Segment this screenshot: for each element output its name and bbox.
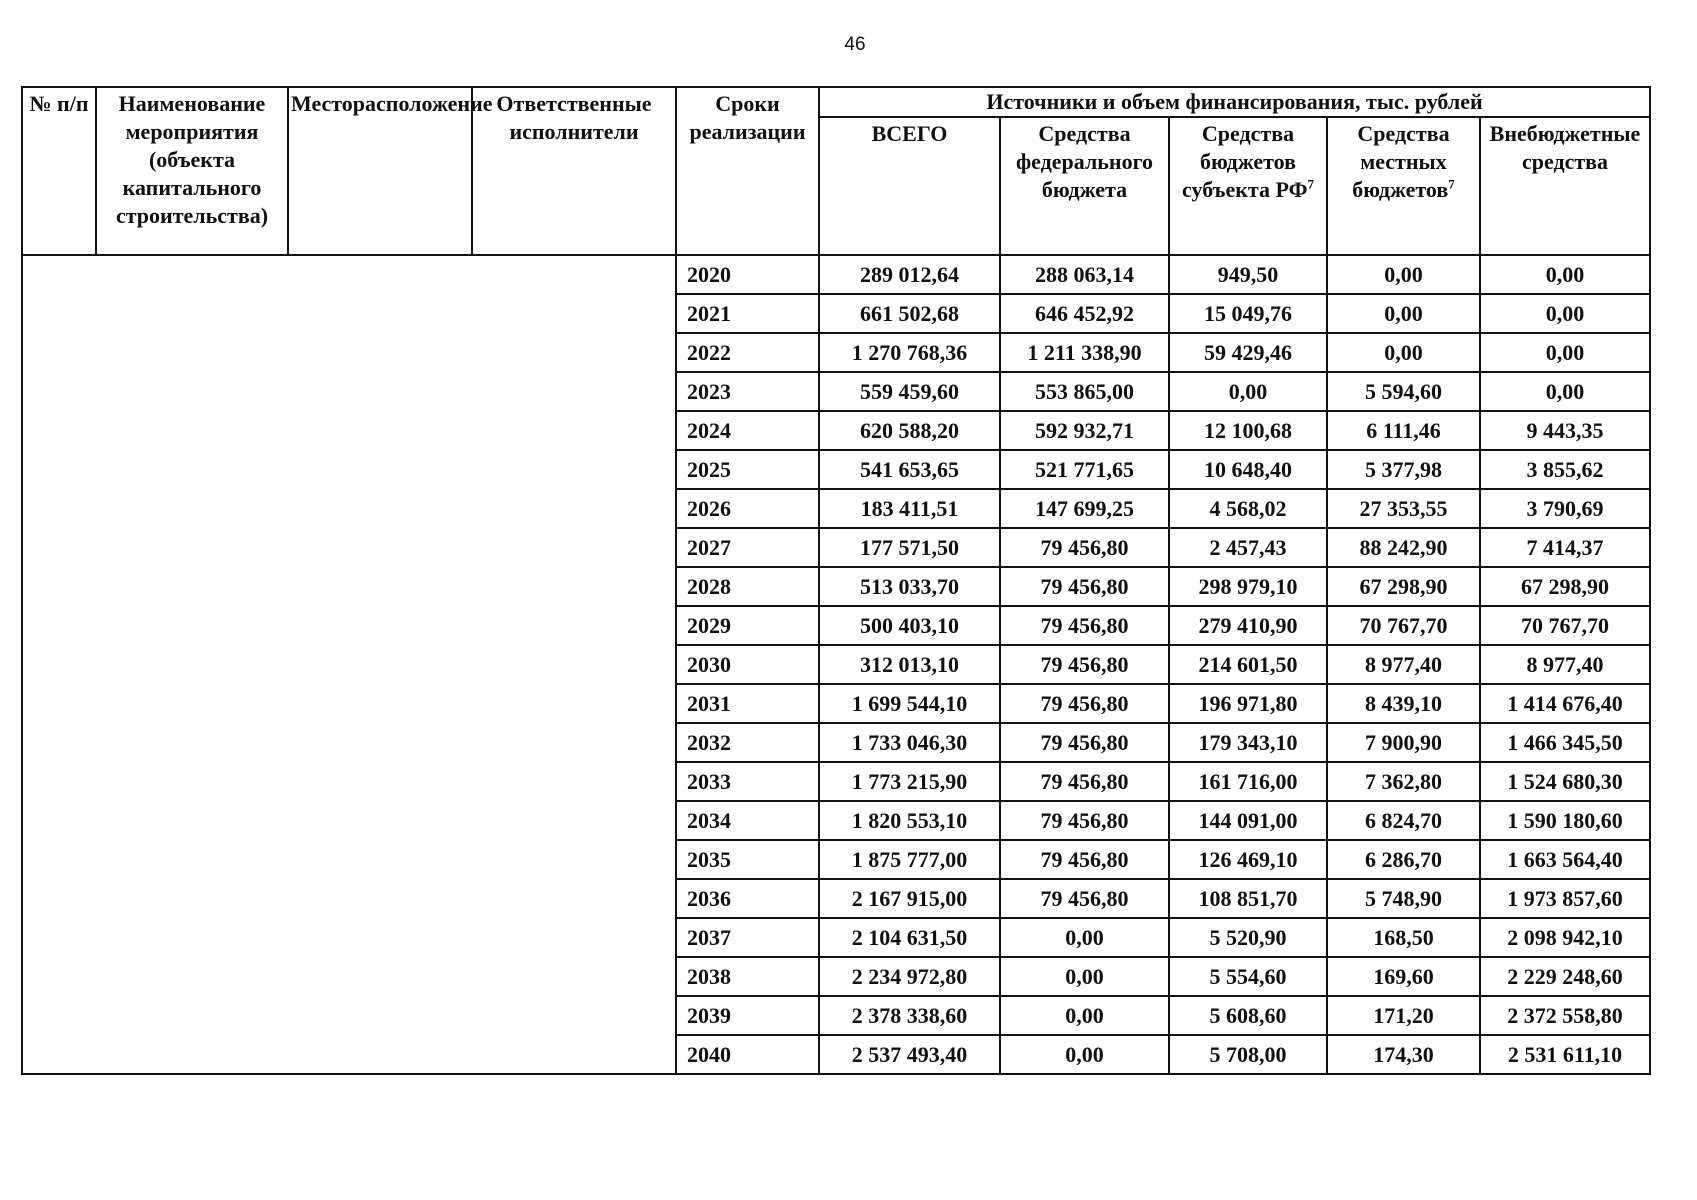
- cell-total: 661 502,68: [819, 294, 1000, 333]
- cell-local: 168,50: [1327, 918, 1480, 957]
- cell-federal: 79 456,80: [1000, 606, 1169, 645]
- cell-federal: 553 865,00: [1000, 372, 1169, 411]
- cell-subject: 144 091,00: [1169, 801, 1327, 840]
- cell-federal: 0,00: [1000, 1035, 1169, 1074]
- cell-extra: 3 855,62: [1480, 450, 1650, 489]
- cell-total: 2 378 338,60: [819, 996, 1000, 1035]
- cell-local: 7 362,80: [1327, 762, 1480, 801]
- cell-federal: 79 456,80: [1000, 879, 1169, 918]
- cell-local: 6 111,46: [1327, 411, 1480, 450]
- cell-federal: 79 456,80: [1000, 801, 1169, 840]
- cell-total: 1 699 544,10: [819, 684, 1000, 723]
- cell-subject: 279 410,90: [1169, 606, 1327, 645]
- cell-subject: 949,50: [1169, 255, 1327, 294]
- cell-subject: 298 979,10: [1169, 567, 1327, 606]
- cell-year: 2038: [676, 957, 819, 996]
- cell-year: 2026: [676, 489, 819, 528]
- cell-year: 2028: [676, 567, 819, 606]
- cell-local: 7 900,90: [1327, 723, 1480, 762]
- cell-local: 0,00: [1327, 333, 1480, 372]
- cell-extra: 0,00: [1480, 372, 1650, 411]
- cell-local: 8 977,40: [1327, 645, 1480, 684]
- cell-total: 1 820 553,10: [819, 801, 1000, 840]
- cell-subject: 5 708,00: [1169, 1035, 1327, 1074]
- header-sources: Источники и объем финансирования, тыс. рублей: [819, 87, 1650, 117]
- cell-extra: 2 531 611,10: [1480, 1035, 1650, 1074]
- header-subject-text: Средства бюджетов субъекта РФ: [1182, 121, 1308, 202]
- cell-federal: 79 456,80: [1000, 567, 1169, 606]
- cell-total: 2 104 631,50: [819, 918, 1000, 957]
- cell-extra: 70 767,70: [1480, 606, 1650, 645]
- cell-federal: 79 456,80: [1000, 762, 1169, 801]
- cell-local: 174,30: [1327, 1035, 1480, 1074]
- cell-year: 2039: [676, 996, 819, 1035]
- cell-year: 2036: [676, 879, 819, 918]
- cell-total: 1 773 215,90: [819, 762, 1000, 801]
- table-body: [22, 255, 1650, 1074]
- cell-total: 500 403,10: [819, 606, 1000, 645]
- header-terms: Сроки реализации: [676, 87, 819, 255]
- cell-local: 5 748,90: [1327, 879, 1480, 918]
- cell-extra: 1 524 680,30: [1480, 762, 1650, 801]
- cell-local: 0,00: [1327, 255, 1480, 294]
- cell-federal: 646 452,92: [1000, 294, 1169, 333]
- cell-extra: 2 098 942,10: [1480, 918, 1650, 957]
- cell-total: 2 167 915,00: [819, 879, 1000, 918]
- cell-subject: 214 601,50: [1169, 645, 1327, 684]
- header-extra: Внебюджетные средства: [1480, 117, 1650, 255]
- cell-extra: 1 973 857,60: [1480, 879, 1650, 918]
- cell-year: 2027: [676, 528, 819, 567]
- cell-subject: 5 520,90: [1169, 918, 1327, 957]
- cell-local: 171,20: [1327, 996, 1480, 1035]
- cell-federal: 79 456,80: [1000, 528, 1169, 567]
- cell-local: 67 298,90: [1327, 567, 1480, 606]
- cell-federal: 79 456,80: [1000, 723, 1169, 762]
- header-federal: Средства федерального бюджета: [1000, 117, 1169, 255]
- footnote-mark: 7: [1448, 176, 1455, 192]
- page-number: 46: [844, 34, 866, 55]
- header-executors: Ответственные исполнители: [472, 87, 676, 255]
- cell-local: 169,60: [1327, 957, 1480, 996]
- cell-extra: 7 414,37: [1480, 528, 1650, 567]
- cell-extra: 3 790,69: [1480, 489, 1650, 528]
- cell-year: 2020: [676, 255, 819, 294]
- cell-local: 70 767,70: [1327, 606, 1480, 645]
- cell-total: 2 537 493,40: [819, 1035, 1000, 1074]
- cell-extra: 67 298,90: [1480, 567, 1650, 606]
- cell-year: 2033: [676, 762, 819, 801]
- cell-subject: 179 343,10: [1169, 723, 1327, 762]
- cell-total: 513 033,70: [819, 567, 1000, 606]
- cell-subject: 59 429,46: [1169, 333, 1327, 372]
- cell-subject: 0,00: [1169, 372, 1327, 411]
- cell-extra: 1 466 345,50: [1480, 723, 1650, 762]
- cell-total: 312 013,10: [819, 645, 1000, 684]
- cell-local: 27 353,55: [1327, 489, 1480, 528]
- cell-subject: 4 568,02: [1169, 489, 1327, 528]
- cell-subject: 10 648,40: [1169, 450, 1327, 489]
- table-header: [22, 87, 1650, 255]
- cell-year: 2024: [676, 411, 819, 450]
- cell-federal: 0,00: [1000, 957, 1169, 996]
- cell-extra: 8 977,40: [1480, 645, 1650, 684]
- header-name: Наименование мероприятия (объекта капитального строительства): [96, 87, 288, 255]
- cell-local: 0,00: [1327, 294, 1480, 333]
- cell-extra: 1 590 180,60: [1480, 801, 1650, 840]
- cell-federal: 147 699,25: [1000, 489, 1169, 528]
- cell-extra: 2 229 248,60: [1480, 957, 1650, 996]
- cell-local: 8 439,10: [1327, 684, 1480, 723]
- cell-subject: 5 608,60: [1169, 996, 1327, 1035]
- cell-total: 1 875 777,00: [819, 840, 1000, 879]
- cell-year: 2029: [676, 606, 819, 645]
- cell-extra: 0,00: [1480, 255, 1650, 294]
- cell-federal: 592 932,71: [1000, 411, 1169, 450]
- cell-subject: 126 469,10: [1169, 840, 1327, 879]
- financing-table: [21, 86, 1651, 1075]
- cell-extra: 9 443,35: [1480, 411, 1650, 450]
- cell-extra: 0,00: [1480, 294, 1650, 333]
- cell-extra: 1 414 676,40: [1480, 684, 1650, 723]
- cell-federal: 288 063,14: [1000, 255, 1169, 294]
- cell-subject: 5 554,60: [1169, 957, 1327, 996]
- table-row: [22, 255, 1650, 294]
- cell-subject: 2 457,43: [1169, 528, 1327, 567]
- cell-federal: 79 456,80: [1000, 840, 1169, 879]
- header-num: № п/п: [22, 87, 96, 255]
- cell-subject: 15 049,76: [1169, 294, 1327, 333]
- cell-year: 2035: [676, 840, 819, 879]
- merged-empty-cell: [22, 255, 676, 1074]
- cell-year: 2023: [676, 372, 819, 411]
- cell-total: 1 270 768,36: [819, 333, 1000, 372]
- header-local: [1327, 117, 1480, 255]
- cell-federal: 0,00: [1000, 996, 1169, 1035]
- cell-total: 183 411,51: [819, 489, 1000, 528]
- cell-total: 559 459,60: [819, 372, 1000, 411]
- cell-year: 2040: [676, 1035, 819, 1074]
- cell-year: 2034: [676, 801, 819, 840]
- header-total: ВСЕГО: [819, 117, 1000, 255]
- header-local-text: Средства местных бюджетов: [1352, 121, 1450, 202]
- cell-federal: 1 211 338,90: [1000, 333, 1169, 372]
- cell-subject: 108 851,70: [1169, 879, 1327, 918]
- cell-total: 2 234 972,80: [819, 957, 1000, 996]
- cell-total: 620 588,20: [819, 411, 1000, 450]
- footnote-mark: 7: [1307, 176, 1314, 192]
- cell-year: 2031: [676, 684, 819, 723]
- cell-total: 541 653,65: [819, 450, 1000, 489]
- cell-local: 88 242,90: [1327, 528, 1480, 567]
- cell-subject: 196 971,80: [1169, 684, 1327, 723]
- cell-total: 1 733 046,30: [819, 723, 1000, 762]
- cell-subject: 161 716,00: [1169, 762, 1327, 801]
- cell-extra: 1 663 564,40: [1480, 840, 1650, 879]
- cell-local: 6 286,70: [1327, 840, 1480, 879]
- cell-extra: 2 372 558,80: [1480, 996, 1650, 1035]
- cell-subject: 12 100,68: [1169, 411, 1327, 450]
- cell-extra: 0,00: [1480, 333, 1650, 372]
- cell-local: 5 594,60: [1327, 372, 1480, 411]
- cell-year: 2025: [676, 450, 819, 489]
- cell-year: 2032: [676, 723, 819, 762]
- cell-year: 2030: [676, 645, 819, 684]
- cell-year: 2037: [676, 918, 819, 957]
- cell-federal: 0,00: [1000, 918, 1169, 957]
- cell-local: 5 377,98: [1327, 450, 1480, 489]
- cell-federal: 79 456,80: [1000, 684, 1169, 723]
- cell-year: 2022: [676, 333, 819, 372]
- cell-federal: 79 456,80: [1000, 645, 1169, 684]
- header-location: Месторасположение: [288, 87, 472, 255]
- cell-federal: 521 771,65: [1000, 450, 1169, 489]
- cell-local: 6 824,70: [1327, 801, 1480, 840]
- cell-total: 177 571,50: [819, 528, 1000, 567]
- header-subject: [1169, 117, 1327, 255]
- cell-total: 289 012,64: [819, 255, 1000, 294]
- cell-year: 2021: [676, 294, 819, 333]
